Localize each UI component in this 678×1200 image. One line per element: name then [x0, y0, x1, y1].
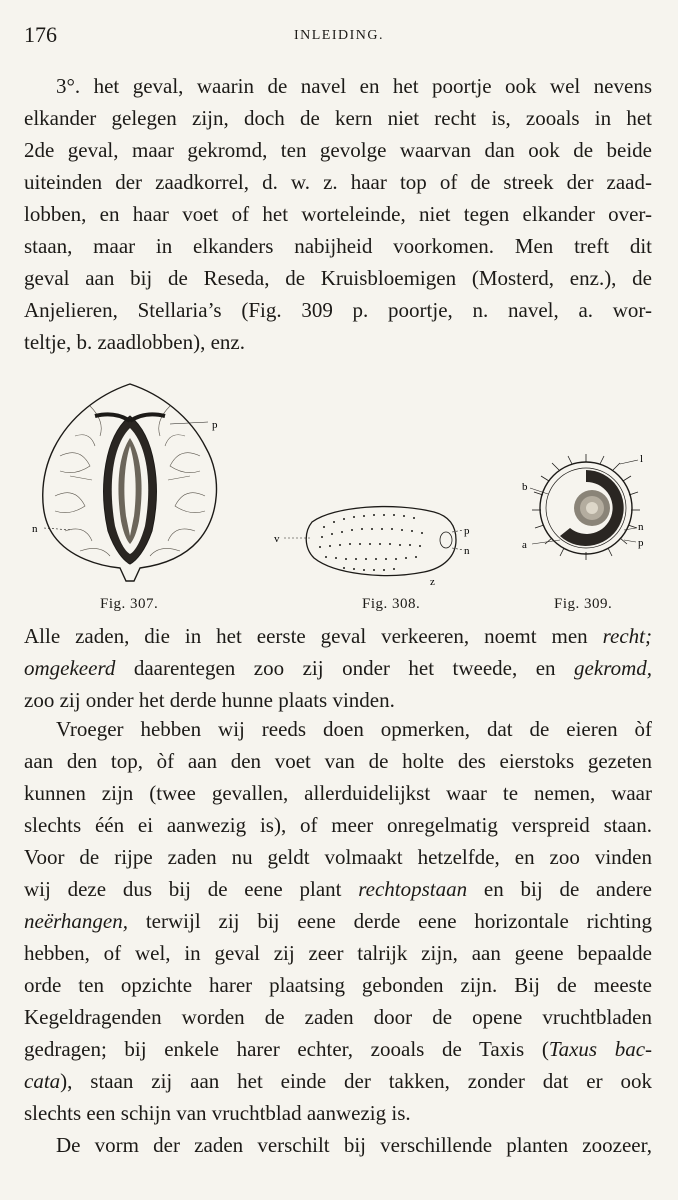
- paragraph-case-3: [24, 70, 652, 358]
- figure-row: [24, 372, 652, 617]
- label-n: n: [464, 545, 470, 557]
- label-p: p: [464, 525, 470, 537]
- label-b: b: [522, 481, 528, 493]
- text-line: 3°. het geval, waarin de navel en het poortje ook wel nevens: [56, 74, 652, 98]
- text-line: Voor de rijpe zaden nu geldt volmaakt hetzelfde, en zoo vinden: [24, 845, 652, 869]
- text-run: Alle zaden, die in het eerste geval verkeeren, noemt men: [24, 624, 603, 648]
- seed-outline-illustration: [274, 492, 474, 587]
- italic-term: recht;: [602, 624, 652, 648]
- italic-term: neërhangen,: [24, 909, 129, 933]
- text-line: slechts een schijn van vruchtblad aanwezig is.: [24, 1101, 411, 1125]
- text-line: [24, 1033, 652, 1065]
- text-run: terwijl zij bij eene derde eene horizontale richting: [128, 909, 652, 933]
- italic-term: rechtopstaan: [358, 877, 468, 901]
- text-line: 2de geval, maar gekromd, ten gevolge waarvan dan ook de beide: [24, 138, 652, 162]
- text-line: [24, 652, 652, 684]
- text-run: gedragen; bij enkele harer echter, zooals de Taxis (: [24, 1037, 549, 1061]
- text-line: uiteinden der zaadkorrel, d. w. z. haar top of de streek der zaad-: [24, 170, 652, 194]
- text-run: daarentegen zoo zij onder het tweede, en: [115, 656, 575, 680]
- text-line: kunnen zijn (twee gevallen, allerduidelijkst waar te nemen, waar: [24, 781, 652, 805]
- paragraph-seed-shape: [24, 1129, 652, 1161]
- text-line: orde ten opzichte harer plaatsing gebonden zijn. Bij de meeste: [24, 973, 652, 997]
- text-run: en bij de andere: [467, 877, 652, 901]
- figure-308-caption: Fig. 308.: [362, 596, 421, 612]
- text-line: De vorm der zaden verschilt bij verschillende planten zoozeer,: [56, 1133, 652, 1157]
- text-line: lobben, en haar voet of het worteleinde, niet tegen elkander over-: [24, 202, 652, 226]
- text-line: teltje, b. zaadlobben), enz.: [24, 330, 245, 354]
- label-z: z: [430, 576, 435, 587]
- text-line: [24, 873, 652, 905]
- running-head: INLEIDING.: [293, 28, 385, 43]
- curved-seed-illustration: [520, 448, 652, 590]
- seed-section-illustration: [30, 376, 230, 591]
- figure-309-caption: Fig. 309.: [554, 596, 613, 612]
- text-line: [24, 620, 652, 652]
- paragraph-seed-position: [24, 713, 652, 1129]
- figure-308: [274, 492, 474, 617]
- text-line: Anjelieren, Stellaria’s (Fig. 309 p. poortje, n. navel, a. wor-: [24, 298, 652, 322]
- label-v: v: [274, 533, 280, 545]
- text-line: hebben, of wel, in geval zij zeer talrijk zijn, aan geene bepaalde: [24, 941, 652, 965]
- label-a: a: [522, 539, 527, 551]
- label-l: l: [640, 453, 644, 465]
- italic-term: omgekeerd: [24, 656, 116, 680]
- label-n: n: [638, 521, 644, 533]
- italic-term: gekromd,: [574, 656, 652, 680]
- italic-term: Taxus bac-: [548, 1037, 653, 1061]
- italic-term: cata: [24, 1069, 61, 1093]
- text-run: ), staan zij aan het einde der takken, zonder dat er ook: [60, 1069, 652, 1093]
- text-line: [24, 905, 652, 937]
- text-line: geval aan bij de Reseda, de Kruisbloemigen (Mosterd, enz.), de: [24, 266, 652, 290]
- figure-307-caption: Fig. 307.: [100, 596, 159, 612]
- text-line: Kegeldragenden worden de zaden door de opene vruchtbladen: [24, 1005, 652, 1029]
- page-number: 176: [24, 22, 57, 47]
- label-p: p: [638, 537, 644, 549]
- text-line: staan, maar in elkanders nabijheid voorkomen. Men treft dit: [24, 234, 652, 258]
- text-run: wij deze dus bij de eene plant: [24, 877, 359, 901]
- paragraph-seed-types: [24, 620, 652, 716]
- text-line: Vroeger hebben wij reeds doen opmerken, dat de eieren òf: [56, 717, 652, 741]
- text-line: aan den top, òf aan den voet van de holte des eierstoks gezeten: [24, 749, 652, 773]
- text-line: zoo zij onder het derde hunne plaats vinden.: [24, 688, 395, 712]
- page-header: [24, 22, 654, 52]
- figure-307: [30, 376, 230, 612]
- text-line: slechts één ei aanwezig is), of meer onregelmatig verspreid staan.: [24, 813, 652, 837]
- label-p: p: [212, 419, 218, 431]
- text-line: elkander gelegen zijn, doch de kern niet recht is, zooals in het: [24, 106, 652, 130]
- label-n: n: [32, 523, 38, 535]
- figure-309: [520, 448, 652, 617]
- text-line: [24, 1065, 652, 1097]
